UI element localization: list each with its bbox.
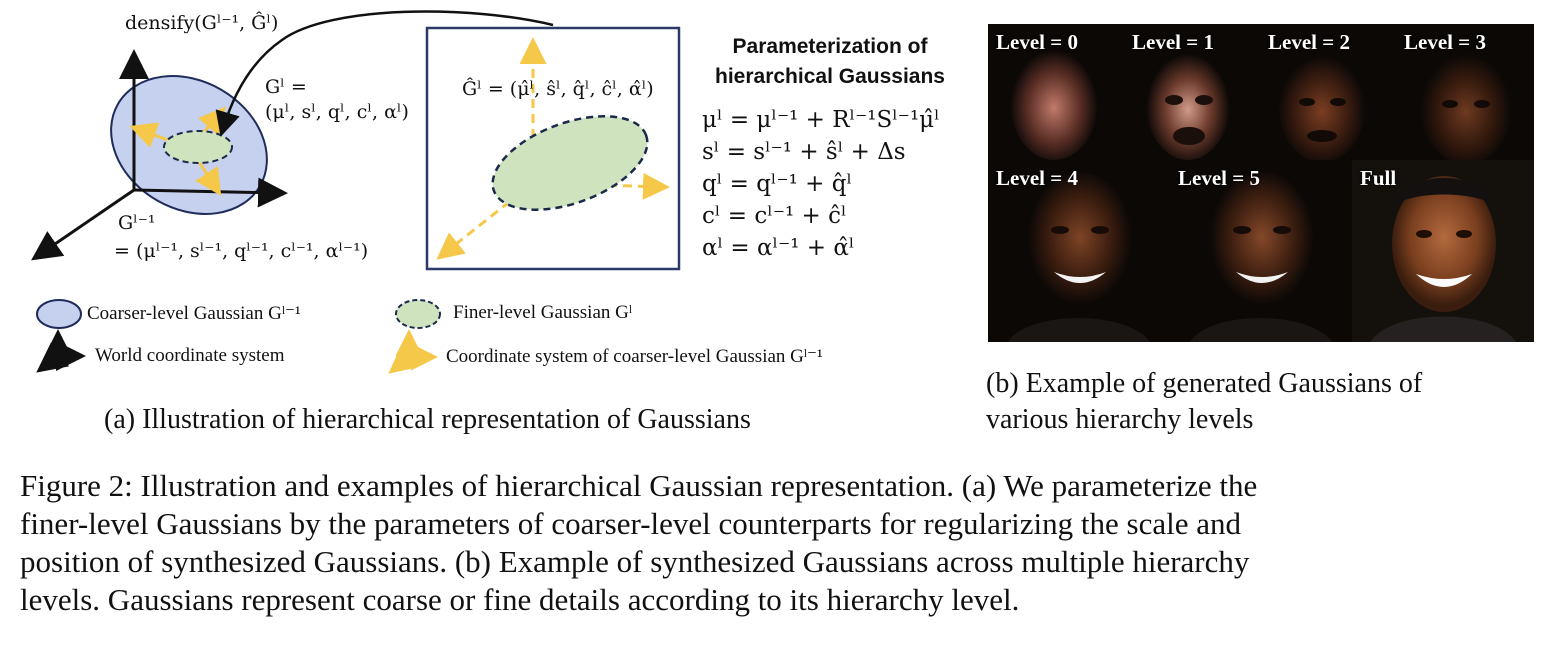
equation-c: cˡ = cˡ⁻¹ + ĉˡ [702,203,847,229]
level-4-tile [988,160,1170,342]
level-4-label: Level = 4 [996,166,1078,190]
coarse-gaussian-label-line1: Gˡ⁻¹ [118,212,156,234]
parameterization-title [692,32,968,92]
levels-image-grid [988,24,1534,342]
figure-caption-line3: position of synthesized Gaussians. (b) Example of synthesized Gaussians across multiple hierarchy [20,544,1250,579]
level-1-tile [1124,24,1260,160]
local-gaussian-label: Ĝˡ = (μ̂ˡ, ŝˡ, q̂ˡ, ĉˡ, α̂ˡ) [462,78,654,100]
parameterization-title-line2: hierarchical Gaussians [715,65,945,88]
legend-world-axes-icon [41,335,80,369]
subcaption-b [986,366,1422,438]
figure-caption-line2: finer-level Gaussians by the parameters of coarser-level counterparts for regularizing the scale and [20,506,1241,541]
figure-caption-line4: levels. Gaussians represent coarse or fine details according to its hierarchy level. [20,582,1020,617]
equation-q: qˡ = qˡ⁻¹ + q̂ˡ [702,171,853,197]
figure-caption [20,467,1257,619]
legend-world-label: World coordinate system [95,345,285,366]
full-tile [1352,160,1534,342]
full-label: Full [1360,166,1397,190]
equation-list [702,104,940,264]
equation-alpha: αˡ = αˡ⁻¹ + α̂ˡ [702,235,855,261]
level-0-label: Level = 0 [996,30,1078,54]
fine-gaussian-label-line2: (μˡ, sˡ, qˡ, cˡ, αˡ) [265,101,409,123]
level-5-label: Level = 5 [1178,166,1260,190]
level-0-tile [988,24,1124,160]
legend-coarse-label: Coarser-level Gaussian Gˡ⁻¹ [87,303,301,324]
level-1-label: Level = 1 [1132,30,1214,54]
equation-s: sˡ = sˡ⁻¹ + ŝˡ + Δs [702,139,906,165]
coarse-gaussian-label-line2: = (μˡ⁻¹, sˡ⁻¹, qˡ⁻¹, cˡ⁻¹, αˡ⁻¹) [114,240,369,262]
level-5-tile [1170,160,1352,342]
legend-fine-icon [396,300,440,328]
level-2-tile [1260,24,1396,160]
legend-fine-label: Finer-level Gaussian Gˡ [453,302,633,323]
fine-gaussian-ellipse-small [164,131,232,163]
level-3-label: Level = 3 [1404,30,1486,54]
level-2-label: Level = 2 [1268,30,1350,54]
subcaption-b-line1: (b) Example of generated Gaussians of [986,368,1423,399]
subcaption-a: (a) Illustration of hierarchical representation of Gaussians [104,404,751,435]
equation-mu: μˡ = μˡ⁻¹ + Rˡ⁻¹Sˡ⁻¹μ̂ˡ [702,107,940,133]
parameterization-title-line1: Parameterization of [732,35,928,58]
level-3-tile [1396,24,1534,160]
subcaption-b-line2: various hierarchy levels [986,404,1254,435]
legend-coarse-icon [37,300,81,328]
legend-local-axes-icon [393,335,432,370]
densify-label: densify(Gˡ⁻¹, Ĝˡ) [125,12,279,34]
figure-caption-line1: Figure 2: Illustration and examples of hierarchical Gaussian representation. (a) We parameterize the [20,468,1258,503]
legend-local-label: Coordinate system of coarser-level Gaussian Gˡ⁻¹ [446,346,823,367]
fine-gaussian-label-line1: Gˡ = [265,76,307,98]
